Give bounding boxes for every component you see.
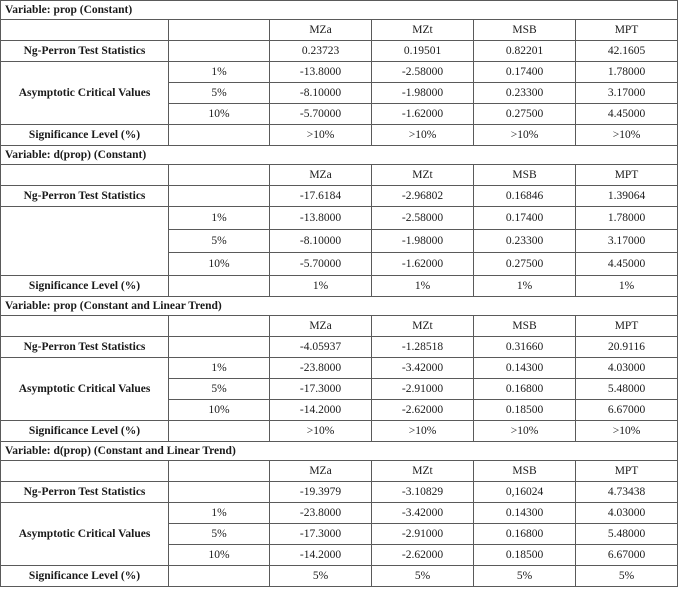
significance-level-cell: 10%: [169, 545, 270, 566]
column-header: MZt: [372, 316, 474, 337]
column-header: MZa: [270, 461, 372, 482]
significance-value: 1%: [474, 276, 576, 297]
critical-values-label: Asymptotic Critical Values: [1, 358, 169, 421]
critical-value-row: [1, 62, 678, 83]
critical-value: -5.70000: [270, 104, 372, 125]
significance-level-cell: 10%: [169, 400, 270, 421]
column-header-row: [1, 461, 678, 482]
stat-value: -17.6184: [270, 186, 372, 207]
critical-value: -23.8000: [270, 358, 372, 379]
column-header: MZa: [270, 20, 372, 41]
test-statistics-row: [1, 41, 678, 62]
section-title-row: [1, 297, 678, 316]
significance-value: >10%: [270, 125, 372, 146]
significance-label: Significance Level (%): [1, 276, 169, 297]
critical-value: -2.62000: [372, 400, 474, 421]
significance-value: 1%: [576, 276, 678, 297]
critical-value-row: [1, 358, 678, 379]
stat-value: -3.10829: [372, 482, 474, 503]
critical-value: 0.27500: [474, 104, 576, 125]
significance-row: [1, 276, 678, 297]
significance-level-cell: 1%: [169, 503, 270, 524]
critical-value: 1.78000: [576, 207, 678, 230]
critical-value: 6.67000: [576, 400, 678, 421]
column-header: MSB: [474, 165, 576, 186]
stat-value: 1.39064: [576, 186, 678, 207]
critical-value-row: [1, 207, 678, 230]
significance-value: >10%: [270, 421, 372, 442]
section-title: Variable: d(prop) (Constant and Linear Trend): [1, 442, 678, 461]
column-header: MZa: [270, 316, 372, 337]
column-header-row: [1, 316, 678, 337]
critical-value: -2.91000: [372, 379, 474, 400]
header-empty-cell: [1, 316, 169, 337]
section-title: Variable: d(prop) (Constant): [1, 146, 678, 165]
significance-value: >10%: [576, 421, 678, 442]
test-statistics-label: Ng-Perron Test Statistics: [1, 337, 169, 358]
empty-cell: [169, 337, 270, 358]
significance-value: 5%: [576, 566, 678, 587]
critical-value: -1.62000: [372, 104, 474, 125]
critical-value: -8.10000: [270, 83, 372, 104]
empty-cell: [169, 41, 270, 62]
critical-value: -2.58000: [372, 62, 474, 83]
test-statistics-label: Ng-Perron Test Statistics: [1, 186, 169, 207]
critical-value: 4.45000: [576, 104, 678, 125]
stat-value: -2.96802: [372, 186, 474, 207]
column-header-row: [1, 20, 678, 41]
critical-value: -14.2000: [270, 545, 372, 566]
critical-value-row: [1, 503, 678, 524]
significance-value: 1%: [372, 276, 474, 297]
critical-value: 0.23300: [474, 230, 576, 253]
critical-value: -2.91000: [372, 524, 474, 545]
stat-value: 0.16846: [474, 186, 576, 207]
table-body: [1, 1, 678, 587]
column-header: MPT: [576, 165, 678, 186]
stat-value: 20.9116: [576, 337, 678, 358]
significance-level-cell: 1%: [169, 62, 270, 83]
stat-value: -1.28518: [372, 337, 474, 358]
critical-value: 0.17400: [474, 207, 576, 230]
column-header: MSB: [474, 20, 576, 41]
empty-cell: [169, 566, 270, 587]
critical-value: -1.62000: [372, 253, 474, 276]
stat-value: -19.3979: [270, 482, 372, 503]
critical-value: -3.42000: [372, 358, 474, 379]
critical-value: 3.17000: [576, 230, 678, 253]
critical-value: 0.18500: [474, 545, 576, 566]
empty-cell: [169, 186, 270, 207]
column-header: MZt: [372, 20, 474, 41]
empty-cell: [169, 482, 270, 503]
stat-value: 0.31660: [474, 337, 576, 358]
empty-cell: [169, 421, 270, 442]
critical-value: -8.10000: [270, 230, 372, 253]
critical-value: 4.03000: [576, 358, 678, 379]
significance-level-cell: 5%: [169, 524, 270, 545]
significance-level-cell: 5%: [169, 230, 270, 253]
critical-value: -1.98000: [372, 230, 474, 253]
significance-row: [1, 566, 678, 587]
column-header: MSB: [474, 316, 576, 337]
significance-value: >10%: [474, 421, 576, 442]
stat-value: 4.73438: [576, 482, 678, 503]
header-empty-cell: [1, 165, 169, 186]
significance-label: Significance Level (%): [1, 566, 169, 587]
critical-value: -13.8000: [270, 62, 372, 83]
critical-value: 0.18500: [474, 400, 576, 421]
test-statistics-label: Ng-Perron Test Statistics: [1, 41, 169, 62]
critical-value: 0.14300: [474, 358, 576, 379]
critical-value: 0.16800: [474, 379, 576, 400]
significance-label: Significance Level (%): [1, 421, 169, 442]
test-statistics-row: [1, 186, 678, 207]
significance-value: >10%: [474, 125, 576, 146]
significance-value: >10%: [372, 421, 474, 442]
significance-value: 5%: [270, 566, 372, 587]
header-empty-cell: [169, 20, 270, 41]
column-header: MZa: [270, 165, 372, 186]
significance-value: >10%: [372, 125, 474, 146]
column-header: MPT: [576, 20, 678, 41]
significance-row: [1, 125, 678, 146]
critical-value: 0.16800: [474, 524, 576, 545]
column-header: MZt: [372, 461, 474, 482]
column-header: MZt: [372, 165, 474, 186]
column-header: MPT: [576, 316, 678, 337]
critical-value: 0.27500: [474, 253, 576, 276]
significance-level-cell: 1%: [169, 207, 270, 230]
section-title-row: [1, 1, 678, 20]
significance-row: [1, 421, 678, 442]
significance-label: Significance Level (%): [1, 125, 169, 146]
stat-value: 0,16024: [474, 482, 576, 503]
significance-level-cell: 1%: [169, 358, 270, 379]
column-header-row: [1, 165, 678, 186]
critical-value: 0.17400: [474, 62, 576, 83]
significance-level-cell: 10%: [169, 253, 270, 276]
critical-value: 4.45000: [576, 253, 678, 276]
critical-value: 5.48000: [576, 524, 678, 545]
critical-value: -13.8000: [270, 207, 372, 230]
significance-value: 5%: [372, 566, 474, 587]
test-statistics-row: [1, 337, 678, 358]
critical-value: 0.14300: [474, 503, 576, 524]
stat-value: 42.1605: [576, 41, 678, 62]
critical-value: 5.48000: [576, 379, 678, 400]
critical-value: -2.62000: [372, 545, 474, 566]
significance-value: >10%: [576, 125, 678, 146]
significance-level-cell: 10%: [169, 104, 270, 125]
critical-value: 6.67000: [576, 545, 678, 566]
header-empty-cell: [169, 461, 270, 482]
stat-value: 0.19501: [372, 41, 474, 62]
critical-value: -5.70000: [270, 253, 372, 276]
critical-value: -23.8000: [270, 503, 372, 524]
critical-value: -3.42000: [372, 503, 474, 524]
critical-values-label: Asymptotic Critical Values: [1, 62, 169, 125]
header-empty-cell: [169, 165, 270, 186]
critical-value: 3.17000: [576, 83, 678, 104]
header-empty-cell: [1, 20, 169, 41]
section-title: Variable: prop (Constant and Linear Trend): [1, 297, 678, 316]
section-title-row: [1, 442, 678, 461]
critical-value: 4.03000: [576, 503, 678, 524]
critical-value: -14.2000: [270, 400, 372, 421]
empty-cell: [169, 125, 270, 146]
test-statistics-label: Ng-Perron Test Statistics: [1, 482, 169, 503]
critical-values-label: Asymptotic Critical Values: [1, 503, 169, 566]
section-title-row: [1, 146, 678, 165]
stat-value: 0.82201: [474, 41, 576, 62]
header-empty-cell: [1, 461, 169, 482]
test-statistics-row: [1, 482, 678, 503]
critical-value: -17.3000: [270, 379, 372, 400]
header-empty-cell: [169, 316, 270, 337]
significance-value: 1%: [270, 276, 372, 297]
empty-cell: [169, 276, 270, 297]
critical-value: 1.78000: [576, 62, 678, 83]
critical-values-label: [1, 207, 169, 276]
significance-level-cell: 5%: [169, 379, 270, 400]
significance-value: 5%: [474, 566, 576, 587]
section-title: Variable: prop (Constant): [1, 1, 678, 20]
significance-level-cell: 5%: [169, 83, 270, 104]
critical-value: 0.23300: [474, 83, 576, 104]
stat-value: -4.05937: [270, 337, 372, 358]
critical-value: -1.98000: [372, 83, 474, 104]
critical-value: -2.58000: [372, 207, 474, 230]
column-header: MSB: [474, 461, 576, 482]
critical-value: -17.3000: [270, 524, 372, 545]
column-header: MPT: [576, 461, 678, 482]
stat-value: 0.23723: [270, 41, 372, 62]
